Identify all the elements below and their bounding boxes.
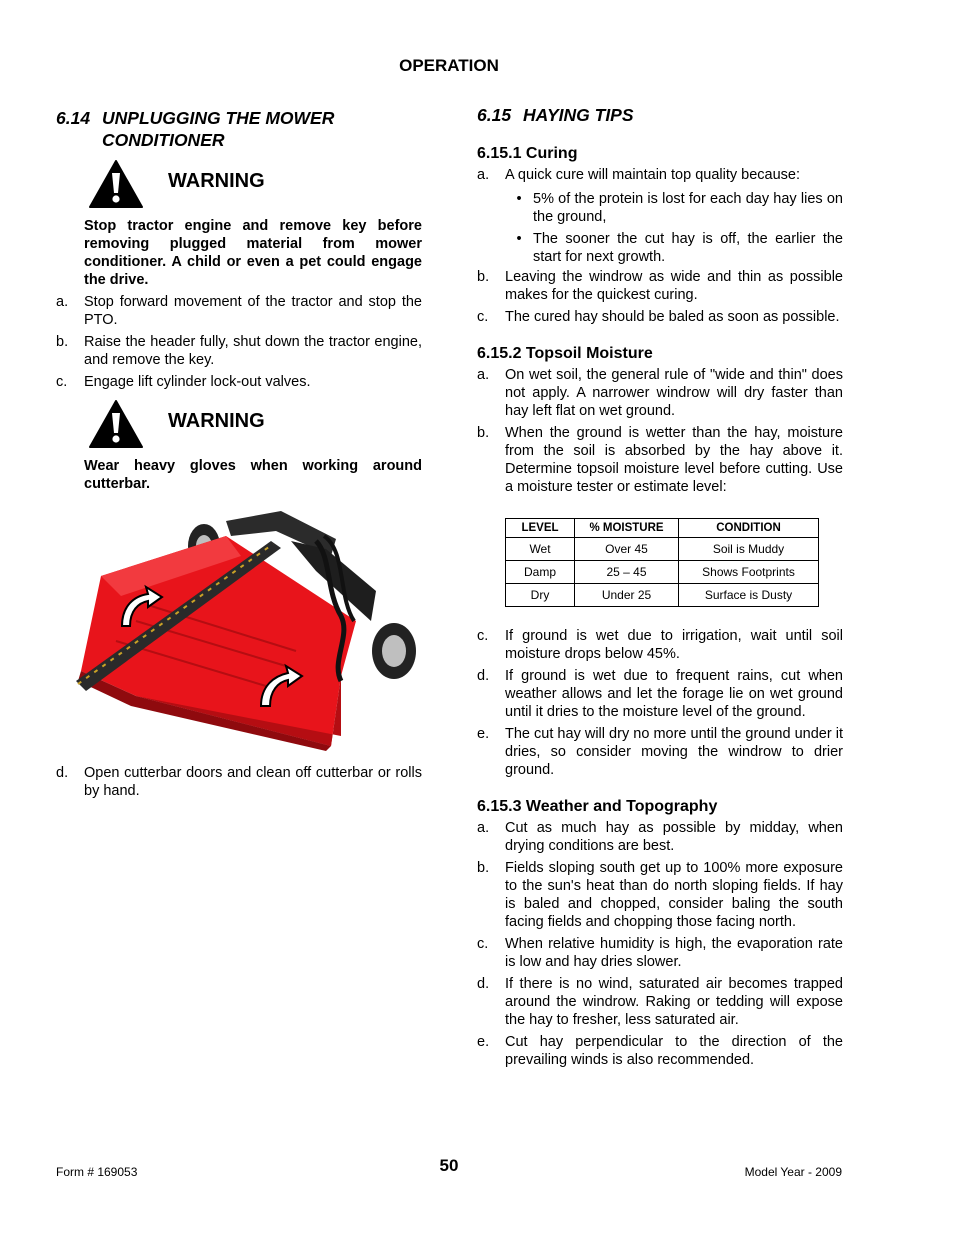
item-text: Stop forward movement of the tractor and stop the PTO. (84, 294, 422, 328)
list-item (477, 366, 843, 420)
item-label: e. (477, 1034, 490, 1050)
list-item (477, 667, 843, 721)
table-cell: Over 45 (575, 538, 679, 561)
warning-block-1 (86, 159, 422, 215)
list-item (477, 268, 843, 304)
item-label: d. (477, 976, 490, 992)
bullet-text: 5% of the protein is lost for each day hay lies on the ground, (533, 191, 843, 225)
item-label: d. (56, 765, 69, 781)
warning-title: WARNING (168, 410, 265, 432)
page-header: OPERATION (399, 56, 499, 75)
section-number: 6.15 (477, 105, 512, 125)
subsection-topsoil-title: 6.15.2 Topsoil Moisture (477, 345, 653, 362)
item-label: c. (477, 309, 489, 325)
form-number: Form # 169053 (56, 1165, 138, 1179)
item-label: a. (477, 820, 490, 836)
item-text: Raise the header fully, shut down the tractor engine, and remove the key. (84, 334, 422, 368)
left-column (56, 107, 422, 800)
warning-triangle-icon (88, 159, 144, 209)
list-item (56, 293, 422, 329)
item-label: e. (477, 726, 490, 742)
list-item (477, 308, 843, 326)
section-6-14-title (56, 107, 422, 151)
right-column (477, 104, 843, 1069)
list-item (477, 859, 843, 931)
table-cell: Dry (506, 584, 575, 607)
item-label: c. (56, 374, 68, 390)
subsection-curing-title: 6.15.1 Curing (477, 145, 578, 162)
item-text: Leaving the windrow as wide and thin as possible makes for the quickest curing. (505, 269, 843, 303)
bullet-icon: • (516, 231, 522, 247)
item-text: If ground is wet due to irrigation, wait until soil moisture drops below 45%. (505, 628, 843, 662)
item-text: The cut hay will dry no more until the ground under it dries, so consider moving the windrow to drier ground. (505, 726, 843, 778)
subsection-weather-title: 6.15.3 Weather and Topography (477, 798, 718, 815)
item-label: a. (477, 367, 490, 383)
item-text: A quick cure will maintain top quality because: (505, 167, 800, 183)
section-title-line1: UNPLUGGING THE MOWER (102, 108, 335, 128)
item-label: d. (477, 668, 490, 684)
list-item (477, 725, 843, 779)
item-text: On wet soil, the general rule of "wide and thin" does not apply. A narrower windrow will dry faster than hay left flat on wet ground. (505, 367, 843, 419)
section-6-15-title (477, 104, 843, 126)
warning-triangle-icon (88, 399, 144, 449)
table-header-cell: % MOISTURE (575, 519, 679, 538)
item-label: a. (56, 294, 69, 310)
table-header-cell: CONDITION (679, 519, 819, 538)
warning-text: Stop tractor engine and remove key before removing plugged material from mower conditioner. A child or even a pet could engage the drive. (84, 218, 422, 288)
item-text: Engage lift cylinder lock-out valves. (84, 374, 311, 390)
item-text: Cut as much hay as possible by midday, when drying conditions are best. (505, 820, 843, 854)
table-cell: 25 – 45 (575, 561, 679, 584)
model-year: Model Year - 2009 (744, 1165, 842, 1179)
mower-conditioner-illustration (76, 501, 421, 751)
list-item (477, 166, 843, 184)
table-row (506, 584, 819, 607)
item-label: a. (477, 167, 490, 183)
list-item (56, 373, 422, 391)
table-header-row (506, 519, 819, 538)
warning-block-2 (86, 399, 422, 455)
warning-title: WARNING (168, 170, 265, 192)
item-label: c. (477, 628, 489, 644)
table-cell: Surface is Dusty (679, 584, 819, 607)
page-number: 50 (439, 1156, 459, 1175)
section-title: HAYING TIPS (523, 105, 634, 125)
list-item (477, 935, 843, 971)
table-row (506, 561, 819, 584)
item-text: Fields sloping south get up to 100% more exposure to the sun's heat than do north sloping fields. If hay is baled and chopped, consider baling the south facing fields and chopping those facing north. (505, 860, 843, 930)
section-title-line2: CONDITIONER (102, 130, 225, 150)
item-label: b. (477, 269, 490, 285)
table-cell: Shows Footprints (679, 561, 819, 584)
item-label: b. (477, 425, 490, 441)
item-label: b. (56, 334, 69, 350)
bullet-text: The sooner the cut hay is off, the earlier the start for next growth. (533, 231, 843, 265)
table-header-cell: LEVEL (506, 519, 575, 538)
bullet-item (505, 190, 843, 226)
item-label: c. (477, 936, 489, 952)
list-item (477, 424, 843, 496)
list-item (56, 764, 422, 800)
table-cell: Wet (506, 538, 575, 561)
list-item (56, 333, 422, 369)
table-row (506, 538, 819, 561)
list-item (477, 1033, 843, 1069)
bullet-item (505, 230, 843, 266)
table-cell: Damp (506, 561, 575, 584)
item-text: The cured hay should be baled as soon as possible. (505, 309, 840, 325)
table-cell: Under 25 (575, 584, 679, 607)
warning-text: Wear heavy gloves when working around cutterbar. (84, 458, 422, 492)
bullet-icon: • (516, 191, 522, 207)
item-label: b. (477, 860, 490, 876)
list-item (477, 819, 843, 855)
section-number: 6.14 (56, 108, 91, 128)
item-text: If there is no wind, saturated air becomes trapped around the windrow. Raking or tedding will expose the hay to fresher, less saturated air. (505, 976, 843, 1028)
item-text: Cut hay perpendicular to the direction of the prevailing winds is also recommended. (505, 1034, 843, 1068)
item-text: When relative humidity is high, the evaporation rate is low and hay dries slower. (505, 936, 843, 970)
list-item (477, 975, 843, 1029)
item-text: If ground is wet due to frequent rains, cut when weather allows and let the forage lie on wet ground until it dries to the moisture level of the ground. (505, 668, 843, 720)
item-text: Open cutterbar doors and clean off cutterbar or rolls by hand. (84, 765, 422, 799)
item-text: When the ground is wetter than the hay, moisture from the soil is absorbed by the hay above it. Determine topsoil moisture level before cutting. Use a moisture tester or estimate level: (505, 425, 843, 495)
list-item (477, 627, 843, 663)
table-cell: Soil is Muddy (679, 538, 819, 561)
moisture-table (505, 518, 819, 607)
